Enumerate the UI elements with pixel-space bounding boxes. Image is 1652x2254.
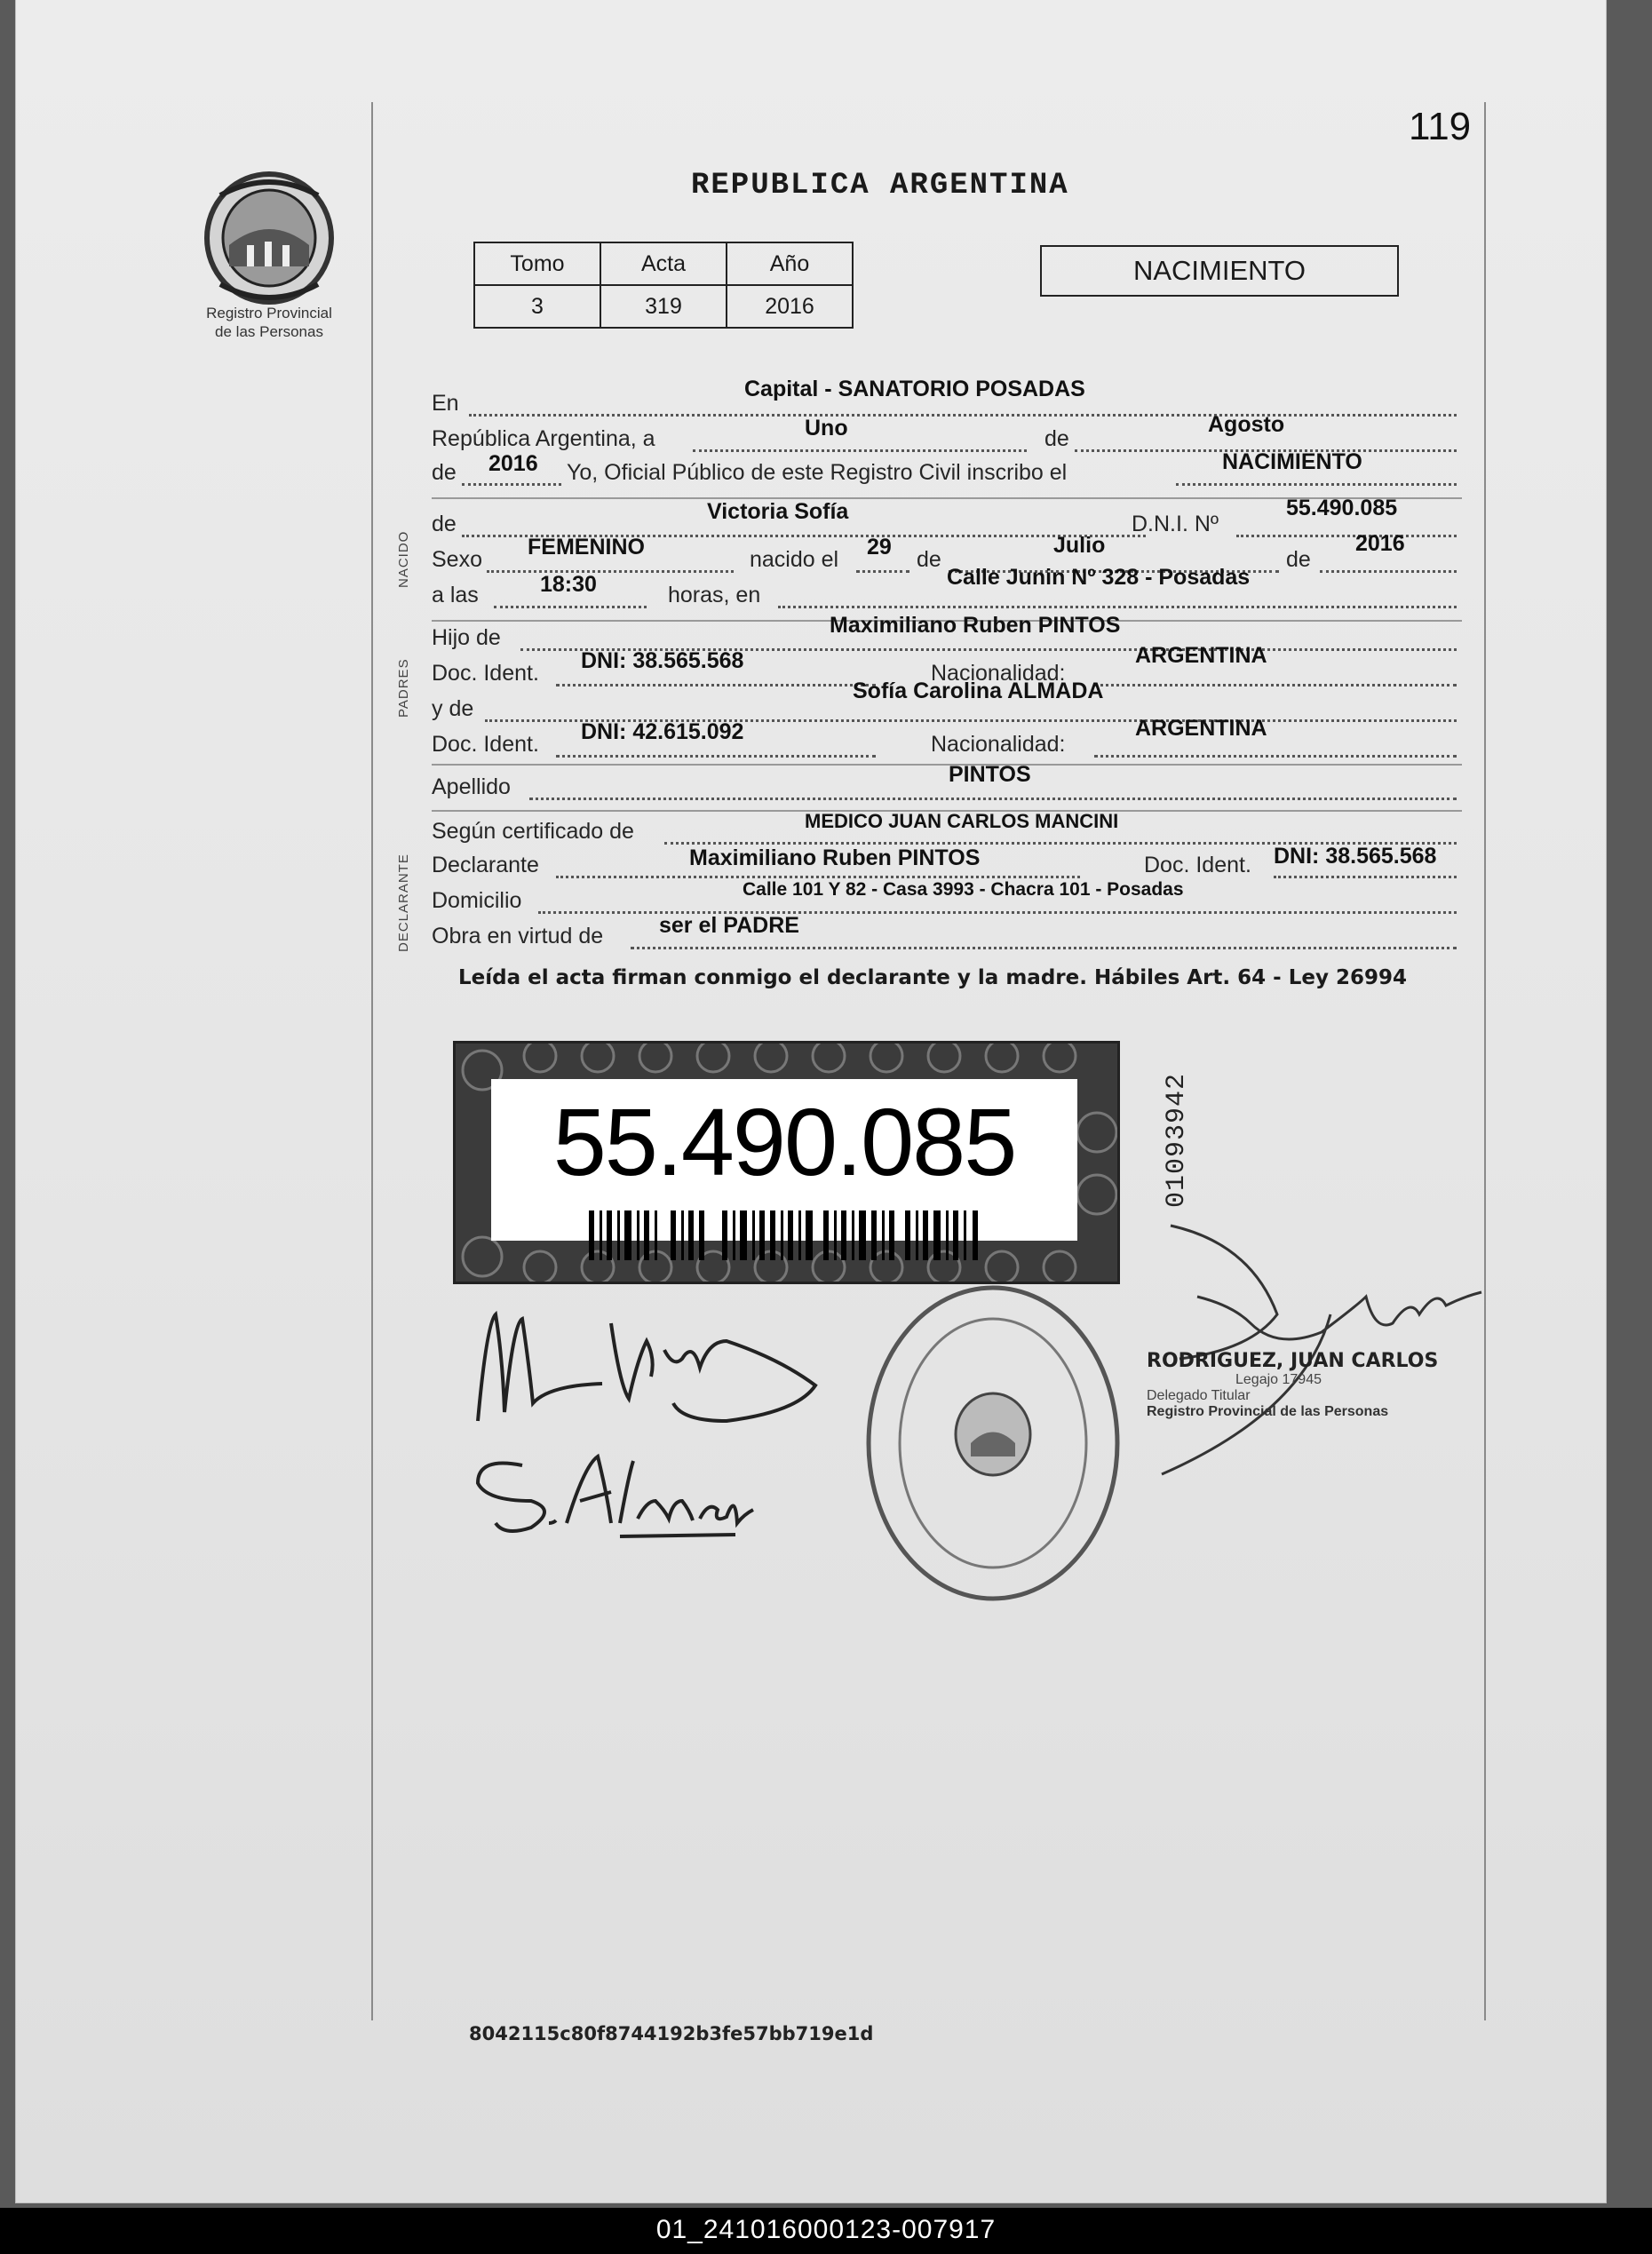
dotted-line <box>1274 876 1457 878</box>
dotted-line <box>778 606 1457 608</box>
dotted-line <box>693 449 1027 452</box>
dotted-line <box>556 755 876 758</box>
de5-label: de <box>1286 547 1311 572</box>
declarant-doc: DNI: 38.565.568 <box>1274 844 1437 869</box>
declarant-name: Maximiliano Ruben PINTOS <box>689 845 981 870</box>
row-apellido <box>432 762 1462 805</box>
de3-label: de <box>432 512 457 536</box>
side-label-padres: PADRES <box>396 658 411 718</box>
declarant-capacity: ser el PADRE <box>659 913 799 938</box>
dotted-line <box>631 947 1457 949</box>
logo-caption <box>176 304 362 341</box>
document-page <box>16 0 1606 2202</box>
row-time-place <box>432 565 1462 613</box>
yde-label: y de <box>432 696 474 721</box>
obra-label: Obra en virtud de <box>432 924 604 948</box>
officer-block <box>1147 1350 1438 1420</box>
sticker-white-area <box>491 1079 1077 1241</box>
child-dni: 55.490.085 <box>1286 496 1398 520</box>
father-doc: DNI: 38.565.568 <box>581 648 744 673</box>
nacionalidad-label: Nacionalidad: <box>931 661 1066 686</box>
dotted-line <box>1236 535 1457 537</box>
record-value-tomo: 3 <box>474 285 600 328</box>
registration-month: Agosto <box>1208 412 1285 437</box>
mother-doc: DNI: 42.615.092 <box>581 719 744 744</box>
province-seal-logo <box>194 160 345 311</box>
child-sex: FEMENINO <box>528 535 645 560</box>
logo-caption-line-2: de las Personas <box>215 323 323 340</box>
section-divider <box>432 764 1462 766</box>
officer-role: Delegado Titular <box>1147 1388 1251 1403</box>
de2-label: de <box>432 460 457 485</box>
dotted-line <box>462 483 561 486</box>
officer-office: Registro Provincial de las Personas <box>1147 1404 1389 1419</box>
republica-label: República Argentina, a <box>432 426 655 451</box>
dotted-line <box>1094 755 1457 758</box>
margin-line-left <box>371 102 373 2020</box>
hijo-label: Hijo de <box>432 625 501 650</box>
registry-stamp <box>860 1279 1126 1607</box>
birth-time: 18:30 <box>540 572 597 597</box>
father-nationality: ARGENTINA <box>1135 643 1267 668</box>
dotted-line <box>1094 684 1457 687</box>
birth-place: Calle Junin Nº 328 - Posadas <box>947 565 1251 590</box>
nacionalidad2-label: Nacionalidad: <box>931 732 1066 757</box>
record-table <box>473 242 854 329</box>
inscribo-label: Yo, Oficial Público de este Registro Civil inscribo el <box>567 460 1068 485</box>
apellido-label: Apellido <box>432 774 511 799</box>
certificate-issuer: MEDICO JUAN CARLOS MANCINI <box>805 810 1119 832</box>
birth-month: Julio <box>1053 533 1106 558</box>
record-header-acta: Acta <box>600 242 727 285</box>
row-declarante <box>432 844 1462 883</box>
row-en <box>432 377 1462 421</box>
de-label: de <box>1044 426 1069 451</box>
dotted-line <box>1176 483 1457 486</box>
dni-label: D.N.I. Nº <box>1132 512 1219 536</box>
record-type-box: NACIMIENTO <box>1040 245 1399 297</box>
record-value-acta: 319 <box>600 285 727 328</box>
officer-signature <box>1144 1190 1499 1492</box>
dotted-line <box>556 684 876 687</box>
place-of-registration: Capital - SANATORIO POSADAS <box>744 377 1085 401</box>
registration-year: 2016 <box>488 451 538 476</box>
dotted-line <box>494 606 647 608</box>
sticker-serial: 01093942 <box>1162 1072 1192 1208</box>
row-domicilio <box>432 879 1462 918</box>
document-hash: 8042115c80f8744192b3fe57bb719e1d <box>469 2023 874 2044</box>
en-label: En <box>432 391 459 416</box>
doc-label: Doc. Ident. <box>432 661 539 686</box>
side-label-nacido: NACIDO <box>396 530 411 588</box>
logo-caption-line-1: Registro Provincial <box>206 305 332 321</box>
de4-label: de <box>917 547 941 572</box>
page-number: 119 <box>1409 105 1472 148</box>
sticker-dni-number: 55.490.085 <box>552 1088 1016 1195</box>
dotted-line <box>469 414 1457 417</box>
alas-label: a las <box>432 583 479 607</box>
birth-day: 29 <box>867 535 892 560</box>
dotted-line <box>529 798 1457 800</box>
mother-nationality: ARGENTINA <box>1135 716 1267 741</box>
declarante-label: Declarante <box>432 853 539 877</box>
child-name: Victoria Sofía <box>707 499 849 524</box>
record-header-tomo: Tomo <box>474 242 600 285</box>
footer-code: 01_241016000123-007917 <box>655 2215 997 2244</box>
dotted-line <box>856 570 909 573</box>
domicilio-label: Domicilio <box>432 888 522 913</box>
declarant-address: Calle 101 Y 82 - Casa 3993 - Chacra 101 - Posadas <box>743 879 1184 900</box>
dni-sticker <box>453 1041 1120 1284</box>
nacido-label: nacido el <box>750 547 839 572</box>
dotted-line <box>487 570 734 573</box>
father-signature <box>460 1288 842 1439</box>
dotted-line <box>1320 570 1457 573</box>
document-title: REPUBLICA ARGENTINA <box>691 169 1069 202</box>
officer-legajo: Legajo 17945 <box>1235 1372 1322 1387</box>
row-obra <box>432 913 1462 954</box>
row-year <box>432 449 1462 490</box>
record-value-ano: 2016 <box>727 285 853 328</box>
father-name: Maximiliano Ruben PINTOS <box>830 613 1121 638</box>
closing-statement: Leída el acta firman conmigo el declarante y la madre. Hábiles Art. 64 - Ley 26994 <box>458 966 1407 989</box>
dotted-line <box>556 876 1080 878</box>
mother-name: Sofía Carolina ALMADA <box>853 679 1104 703</box>
sexo-label: Sexo <box>432 547 482 572</box>
doc3-label: Doc. Ident. <box>1144 853 1251 877</box>
doc2-label: Doc. Ident. <box>432 732 539 757</box>
record-header-ano: Año <box>727 242 853 285</box>
barcode <box>589 1210 980 1260</box>
registration-day: Uno <box>805 416 848 440</box>
side-label-declarante: DECLARANTE <box>396 853 411 952</box>
mother-signature <box>460 1439 762 1545</box>
margin-line-right <box>1484 102 1486 2020</box>
horas-label: horas, en <box>668 583 761 607</box>
officer-name: RODRIGUEZ, JUAN CARLOS <box>1147 1350 1439 1372</box>
surname: PINTOS <box>949 762 1031 787</box>
segun-label: Según certificado de <box>432 819 634 844</box>
birth-year: 2016 <box>1355 531 1405 556</box>
act-type: NACIMIENTO <box>1222 449 1362 474</box>
row-mother-doc <box>432 716 1462 762</box>
